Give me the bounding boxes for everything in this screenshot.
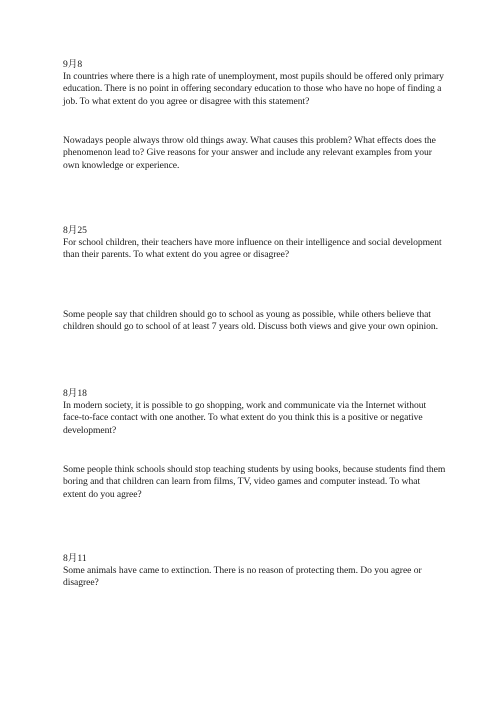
prompt-line: For school children, their teachers have more influence on their intelligence and social development [63, 237, 442, 248]
prompt-line: In countries where there is a high rate of unemployment, most pupils should be offered only primary [63, 71, 444, 82]
prompt-line: Nowadays people always throw old things away. What causes this problem? What effects does the [63, 135, 436, 146]
prompt-line: Some people say that children should go to school as young as possible, while others believe that [63, 309, 431, 320]
prompt-line: phenomenon lead to? Give reasons for your answer and include any relevant examples from your [63, 147, 432, 159]
prompt-line: Some animals have came to extinction. There is no reason of protecting them. Do you agree or [63, 565, 422, 576]
essay-prompt [63, 309, 449, 334]
prompt-line: own knowledge or experience. [63, 159, 180, 171]
prompt-line: boring and that children can learn from films, TV, video games and computer instead. To what [63, 476, 421, 488]
prompt-line: job. To what extent do you agree or disagree with this statement? [63, 95, 310, 107]
prompt-line: children should go to school of at least 7 years old. Discuss both views and give your own opinion. [63, 321, 439, 333]
essay-prompt [63, 71, 449, 108]
essay-prompt [63, 565, 449, 590]
prompt-line: development? [63, 424, 117, 436]
section-date: 9月8 [63, 59, 83, 70]
prompt-line: Some people think schools should stop teaching students by using books, because students find them [63, 464, 446, 475]
prompt-line: face-to-face contact with one another. To what extent do you think this is a positive or negative [63, 412, 423, 424]
section-date: 8月25 [63, 225, 87, 236]
essay-prompt [63, 135, 449, 172]
prompt-line: disagree? [63, 577, 99, 589]
essay-prompt [63, 400, 449, 437]
prompt-line: In modern society, it is possible to go shopping, work and communicate via the Internet without [63, 400, 427, 411]
prompt-line: extent do you agree? [63, 488, 142, 500]
essay-prompt [63, 237, 449, 262]
prompt-line: than their parents. To what extent do you agree or disagree? [63, 249, 290, 261]
prompt-line: education. There is no point in offering secondary education to those who have no hope of finding a [63, 83, 442, 95]
section-date: 8月18 [63, 388, 87, 399]
section-date: 8月11 [63, 553, 87, 564]
essay-prompt [63, 464, 449, 501]
